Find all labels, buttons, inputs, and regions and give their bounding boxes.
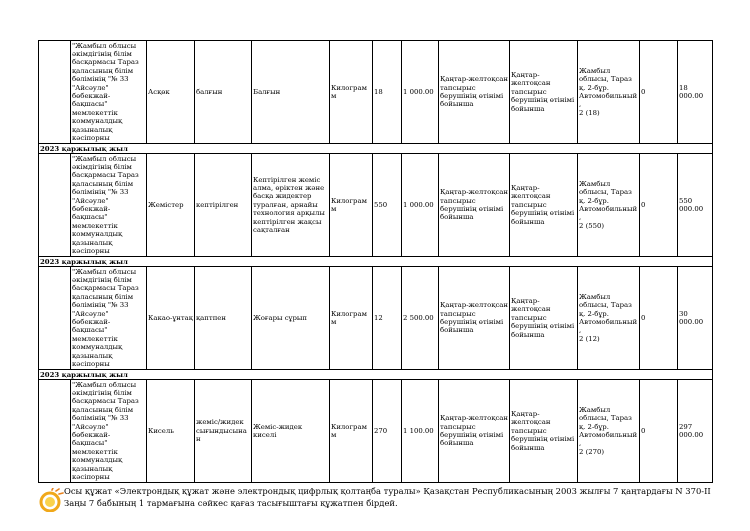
legal-note: Осы құжат «Электрондық құжат және электрондық цифрлық қолтаңба туралы» Қазақстан Республикасының 2003 жылғы 7 қаңтардағы N 370-II Заңы 7 бабының 1 тармағына сәйкес қағаз тасығыштағы құжатпен бірдей. xyxy=(64,486,711,508)
table-row xyxy=(39,380,713,483)
table-row xyxy=(39,41,713,144)
year-row xyxy=(39,257,713,267)
delivery-place-cell: Жамбыл облысы, Тараз қ. 2-бұр. Автомобильный, 2 (270) xyxy=(578,380,640,483)
quantity-cell: 270 xyxy=(373,380,402,483)
row-number-cell xyxy=(39,380,71,483)
delivery-terms-cell: Қаңтар-желтоқсан тапсырыс берушінің өтінімі бойынша xyxy=(510,380,578,483)
quantity-cell: 18 xyxy=(373,41,402,144)
advance-cell: 0 xyxy=(640,267,678,370)
delivery-place-cell: Жамбыл облысы, Тараз қ. 2-бұр. Автомобильный, 2 (550) xyxy=(578,154,640,257)
e-gov-logo-icon xyxy=(38,488,66,512)
price-cell: 1 100.00 xyxy=(402,380,439,483)
table-row xyxy=(39,267,713,370)
customer-cell: "Жамбыл облысы әкімдігінің білім басқармасы Тараз қаласының білім бөлімінің "№ 33 "Айсәуле" бөбекжай-бақшасы" мемлекеттік коммуналдық қазыналық кәсіпорны xyxy=(71,41,147,144)
year-label: 2023 қаржылық жыл xyxy=(39,370,713,380)
delivery-period-cell: Қаңтар-желтоқсан тапсырыс берушінің өтінімі бойынша xyxy=(439,154,510,257)
procurement-table xyxy=(38,40,713,483)
year-row xyxy=(39,370,713,380)
property-cell: балғын xyxy=(195,41,252,144)
year-row xyxy=(39,144,713,154)
product-cell: Жемістер xyxy=(147,154,195,257)
delivery-period-cell: Қаңтар-желтоқсан тапсырыс берушінің өтінімі бойынша xyxy=(439,41,510,144)
delivery-period-cell: Қаңтар-желтоқсан тапсырыс берушінің өтінімі бойынша xyxy=(439,267,510,370)
description-cell: Балғын xyxy=(252,41,330,144)
delivery-terms-cell: Қаңтар-желтоқсан тапсырыс берушінің өтінімі бойынша xyxy=(510,154,578,257)
unit-cell: Килограмм xyxy=(330,380,373,483)
row-number-cell xyxy=(39,267,71,370)
quantity-cell: 550 xyxy=(373,154,402,257)
description-cell: Жоғары сұрып xyxy=(252,267,330,370)
unit-cell: Килограмм xyxy=(330,154,373,257)
product-cell: Кисель xyxy=(147,380,195,483)
advance-cell: 0 xyxy=(640,154,678,257)
property-cell: қаптпен xyxy=(195,267,252,370)
customer-cell: "Жамбыл облысы әкімдігінің білім басқармасы Тараз қаласының білім бөлімінің "№ 33 "Айсәуле" бөбекжай-бақшасы" мемлекеттік коммуналдық қазыналық кәсіпорны xyxy=(71,154,147,257)
table-row xyxy=(39,154,713,257)
product-cell: Какао-ұнтақ xyxy=(147,267,195,370)
property-cell: кептірілген xyxy=(195,154,252,257)
customer-cell: "Жамбыл облысы әкімдігінің білім басқармасы Тараз қаласының білім бөлімінің "№ 33 "Айсәуле" бөбекжай-бақшасы" мемлекеттік коммуналдық қазыналық кәсіпорны xyxy=(71,380,147,483)
advance-cell: 0 xyxy=(640,41,678,144)
total-cell: 30 000.00 xyxy=(678,267,713,370)
row-number-cell xyxy=(39,154,71,257)
year-label: 2023 қаржылық жыл xyxy=(39,144,713,154)
total-cell: 297 000.00 xyxy=(678,380,713,483)
delivery-place-cell: Жамбыл облысы, Тараз қ. 2-бұр. Автомобильный, 2 (12) xyxy=(578,267,640,370)
row-number-cell xyxy=(39,41,71,144)
total-cell: 550 000.00 xyxy=(678,154,713,257)
total-cell: 18 000.00 xyxy=(678,41,713,144)
delivery-place-cell: Жамбыл облысы, Тараз қ. 2-бұр. Автомобильный, 2 (18) xyxy=(578,41,640,144)
quantity-cell: 12 xyxy=(373,267,402,370)
unit-cell: Килограмм xyxy=(330,267,373,370)
year-label: 2023 қаржылық жыл xyxy=(39,257,713,267)
customer-cell: "Жамбыл облысы әкімдігінің білім басқармасы Тараз қаласының білім бөлімінің "№ 33 "Айсәуле" бөбекжай-бақшасы" мемлекеттік коммуналдық қазыналық кәсіпорны xyxy=(71,267,147,370)
price-cell: 2 500.00 xyxy=(402,267,439,370)
unit-cell: Килограмм xyxy=(330,41,373,144)
advance-cell: 0 xyxy=(640,380,678,483)
price-cell: 1 000.00 xyxy=(402,41,439,144)
property-cell: жеміс/жидек сығындысынан xyxy=(195,380,252,483)
description-cell: Кептірілген жеміс алма, өріктен және басқа жидектер туралған, арнайы технология арқылы кептірілген жақсы сақталған xyxy=(252,154,330,257)
product-cell: Асқөк xyxy=(147,41,195,144)
description-cell: Жеміс-жидек киселі xyxy=(252,380,330,483)
delivery-period-cell: Қаңтар-желтоқсан тапсырыс берушінің өтінімі бойынша xyxy=(439,380,510,483)
delivery-terms-cell: Қаңтар-желтоқсан тапсырыс берушінің өтінімі бойынша xyxy=(510,41,578,144)
document-footer xyxy=(38,484,718,514)
delivery-terms-cell: Қаңтар-желтоқсан тапсырыс берушінің өтінімі бойынша xyxy=(510,267,578,370)
price-cell: 1 000.00 xyxy=(402,154,439,257)
